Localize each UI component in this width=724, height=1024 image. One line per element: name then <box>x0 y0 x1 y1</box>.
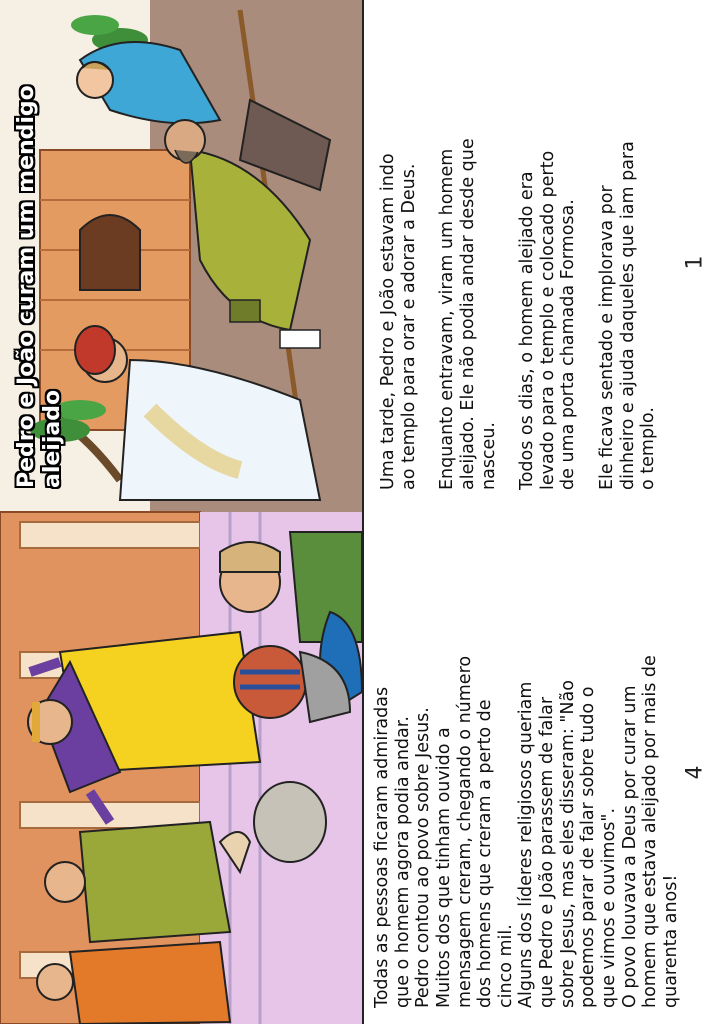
illustration-healed-man-walking <box>0 512 364 1024</box>
page-1-paragraph: Uma tarde, Pedro e João estavam indo ao templo para orar e adorar a Deus. <box>378 153 419 490</box>
story-title-banner <box>0 0 65 512</box>
page-1-paragraph: Ele ficava sentado e implorava por dinheiro e ajuda daqueles que iam para o templo. <box>597 141 659 490</box>
illustration-beggar-at-gate <box>0 0 364 514</box>
story-title: Pedro e João curam um mendigo aleijado <box>14 85 65 488</box>
page-number-4: 4 <box>682 765 708 780</box>
page-4-paragraph: Todas as pessoas ficaram admiradas que o homem agora podia andar. Pedro contou ao povo sobre Jesus. Muitos dos que tinham ouvido a mensagem creram, chegando o número dos homens que creram a perto de cinco mil. Alguns dos líderes religiosos queriam que Pedro e João parassem de falar sobre Jesus, mas eles disseram: "Não podemos parar de falar sobre tudo o que vimos e ouvimos". O povo louvava a Deus por curar um homem que estava aleijado por mais de quarenta anos! <box>372 655 681 1008</box>
page-1-paragraph: Todos os dias, o homem aleijado era levado para o templo e colocado perto de uma porta chamada Formosa. <box>517 150 579 490</box>
page-number-1: 1 <box>682 255 708 270</box>
page-1-paragraph: Enquanto entravam, viram um homem aleijado. Ele não podia andar desde que nasceu. <box>437 138 499 490</box>
page-4-text-block <box>362 512 724 1024</box>
page-1-text-block <box>362 0 724 512</box>
